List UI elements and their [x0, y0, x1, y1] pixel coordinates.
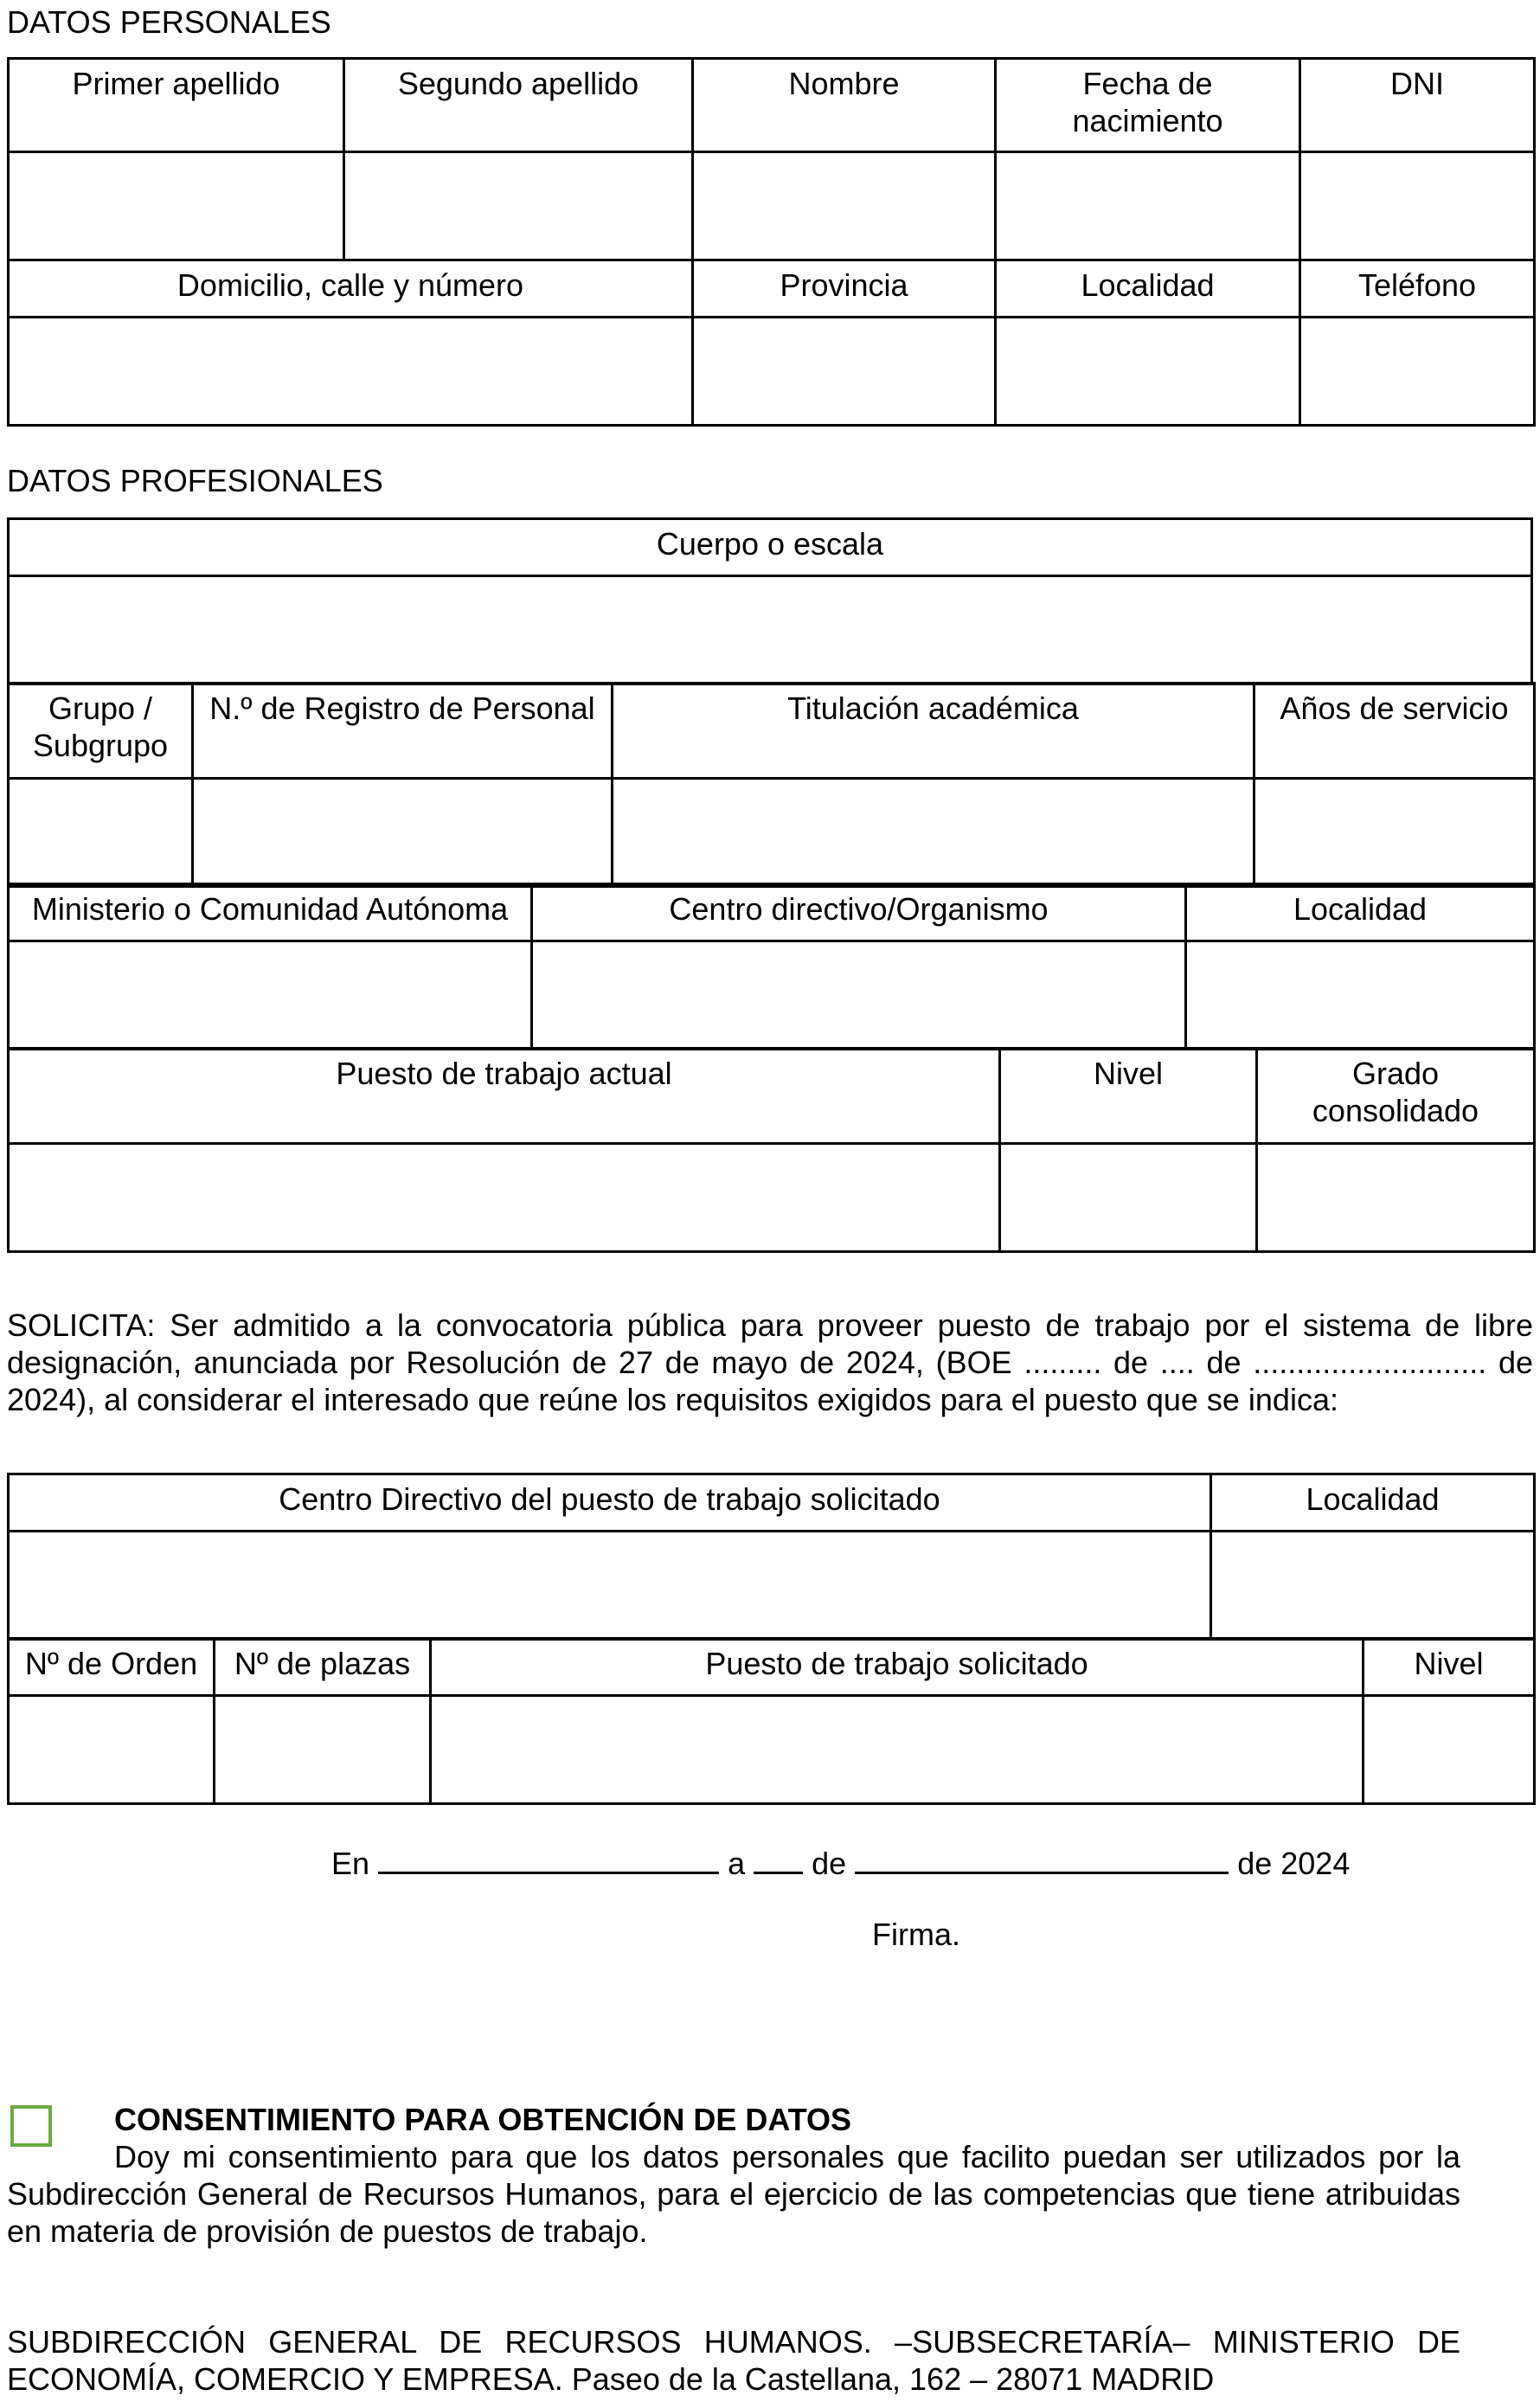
field-fecha-nacimiento[interactable]	[996, 152, 1300, 260]
header-ministerio: Ministerio o Comunidad Autónoma	[9, 884, 532, 941]
field-titulacion[interactable]	[613, 779, 1254, 887]
month-blank[interactable]	[855, 1842, 1229, 1874]
header-centro-directivo: Centro directivo/Organismo	[532, 884, 1186, 941]
field-nivel-solicitado[interactable]	[1364, 1696, 1535, 1804]
header-centro-solicitado: Centro Directivo del puesto de trabajo solicitado	[9, 1474, 1211, 1532]
header-plazas: Nº de plazas	[215, 1639, 431, 1696]
header-puesto-solicitado: Puesto de trabajo solicitado	[431, 1639, 1364, 1696]
field-registro-personal[interactable]	[193, 779, 613, 887]
field-segundo-apellido[interactable]	[344, 152, 693, 260]
signature-a-label: a	[728, 1846, 746, 1881]
field-domicilio[interactable]	[9, 318, 693, 426]
field-ministerio[interactable]	[9, 941, 532, 1050]
day-blank[interactable]	[754, 1842, 803, 1874]
field-localidad[interactable]	[996, 318, 1300, 426]
field-puesto-solicitado[interactable]	[431, 1696, 1364, 1804]
field-cuerpo-escala[interactable]	[9, 576, 1532, 684]
section-title-personal: DATOS PERSONALES	[7, 4, 331, 40]
consent-title: CONSENTIMIENTO PARA OBTENCIÓN DE DATOS	[114, 2102, 852, 2137]
professional-puesto-table	[7, 1047, 1536, 1253]
field-nivel-actual[interactable]	[1000, 1144, 1257, 1252]
field-grupo-subgrupo[interactable]	[9, 779, 193, 887]
field-centro-solicitado[interactable]	[9, 1532, 1211, 1640]
section-title-professional: DATOS PROFESIONALES	[7, 463, 383, 498]
field-nombre[interactable]	[693, 152, 996, 260]
footer-address: SUBDIRECCIÓN GENERAL DE RECURSOS HUMANOS. –SUBSECRETARÍA– MINISTERIO DE ECONOMÍA, COMERCIO Y EMPRESA. Paseo de la Castellana, 162 – 28071 MADRID	[7, 2324, 1460, 2397]
header-puesto-actual: Puesto de trabajo actual	[9, 1049, 1000, 1144]
signature-line	[331, 1842, 1350, 1882]
place-blank[interactable]	[378, 1842, 719, 1874]
header-orden: Nº de Orden	[9, 1639, 215, 1696]
firma-label: Firma.	[872, 1917, 960, 1952]
header-primer-apellido: Primer apellido	[9, 59, 344, 152]
header-cuerpo-escala: Cuerpo o escala	[9, 519, 1532, 576]
header-fecha-nacimiento: Fecha de nacimiento	[996, 59, 1300, 152]
header-anos-servicio: Años de servicio	[1254, 684, 1535, 779]
header-segundo-apellido: Segundo apellido	[344, 59, 693, 152]
header-domicilio: Domicilio, calle y número	[9, 260, 693, 318]
header-provincia: Provincia	[693, 260, 996, 318]
header-registro-personal: N.º de Registro de Personal	[193, 684, 613, 779]
header-grupo-subgrupo: Grupo / Subgrupo	[9, 684, 193, 779]
header-localidad: Localidad	[996, 260, 1300, 318]
field-puesto-actual[interactable]	[9, 1144, 1000, 1252]
professional-registro-table	[7, 682, 1536, 888]
field-dni[interactable]	[1300, 152, 1535, 260]
header-grado-consolidado: Grado consolidado	[1257, 1049, 1535, 1144]
professional-ministerio-table	[7, 883, 1536, 1050]
field-localidad-prof[interactable]	[1186, 941, 1535, 1050]
personal-data-table	[7, 57, 1536, 427]
requested-puesto-table	[7, 1637, 1536, 1805]
header-nivel-actual: Nivel	[1000, 1049, 1257, 1144]
field-plazas[interactable]	[215, 1696, 431, 1804]
header-nombre: Nombre	[693, 59, 996, 152]
header-titulacion: Titulación académica	[613, 684, 1254, 779]
header-nivel-solicitado: Nivel	[1364, 1639, 1535, 1696]
field-centro-directivo[interactable]	[532, 941, 1186, 1050]
request-text: SOLICITA: Ser admitido a la convocatoria pública para proveer puesto de trabajo por el sistema de libre designación, anunciada por Resolución de 27 de mayo de 2024, (BOE ......... de .... de ........................... de 2024), al considerar el interesado que reúne los requisitos exigidos para el puesto que se indica:	[7, 1307, 1533, 1417]
signature-en-label: En	[331, 1846, 370, 1881]
requested-centro-table	[7, 1473, 1536, 1641]
field-telefono[interactable]	[1300, 318, 1535, 426]
professional-cuerpo-table	[7, 517, 1533, 685]
header-localidad-prof: Localidad	[1186, 884, 1535, 941]
header-localidad-solicitado: Localidad	[1211, 1474, 1535, 1532]
field-orden[interactable]	[9, 1696, 215, 1804]
field-localidad-solicitado[interactable]	[1211, 1532, 1535, 1640]
field-grado-consolidado[interactable]	[1257, 1144, 1535, 1252]
signature-de-label: de	[812, 1846, 847, 1881]
field-anos-servicio[interactable]	[1254, 779, 1535, 887]
signature-year-label: de 2024	[1237, 1846, 1351, 1881]
consent-text: Doy mi consentimiento para que los datos personales que facilito puedan ser utilizados por la Subdirección General de Recursos Humanos, para el ejercicio de las competencias que tiene atribuidas en materia de provisión de puestos de trabajo.	[7, 2139, 1460, 2249]
field-provincia[interactable]	[693, 318, 996, 426]
header-telefono: Teléfono	[1300, 260, 1535, 318]
header-dni: DNI	[1300, 59, 1535, 152]
field-primer-apellido[interactable]	[9, 152, 344, 260]
